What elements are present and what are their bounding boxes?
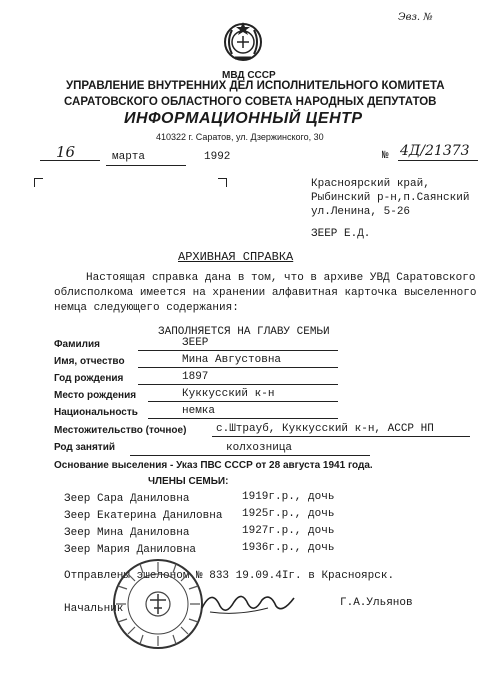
field-label-birthplace: Место рождения [54,390,137,401]
signatory-title: Начальник [64,603,124,615]
field-line [138,384,338,385]
recipient-line-2: Рыбинский р-н,п.Саянский [311,192,470,204]
field-value-surname: ЗЕЕР [182,337,209,349]
field-label-occupation: Род занятий [54,442,115,453]
reference-number: 4Д/21373 [400,143,470,159]
family-member-name: Зеер Сара Даниловна [64,493,190,505]
ussr-emblem-icon [220,18,266,64]
letterhead-line-2: САРАТОВСКОГО ОБЛАСТНОГО СОВЕТА НАРОДНЫХ ДЕПУТАТОВ [64,96,437,108]
field-line [138,350,338,351]
date-day-line [40,160,100,161]
reference-line [398,160,478,161]
family-member-year: 1927г.р., дочь [242,525,335,537]
family-member-name: Зеер Мария Даниловна [64,544,197,556]
date-month-line [106,165,186,166]
corner-mark-left [34,178,43,187]
date-day: 16 [56,143,76,161]
family-member-year: 1936г.р., дочь [242,542,335,554]
transport-note: Отправлены эшелоном № 833 19.09.4Iг. в Красноярск. [64,570,395,582]
corner-mark-right [218,178,227,187]
round-seal-icon [110,556,206,652]
field-value-residence: с.Штрауб, Куккусский к-н, АССР НП [216,423,434,435]
family-member-name: Зеер Екатерина Даниловна [64,510,223,522]
intro-line-3: немца следующего содержания: [54,302,239,314]
field-label-nationality: Национальность [54,407,138,418]
section-title: ЗАПОЛНЯЕТСЯ НА ГЛАВУ СЕМЬИ [158,326,330,338]
intro-line-1: Настоящая справка дана в том, что в архиве УВД Саратовского [86,272,476,284]
field-line [148,401,338,402]
info-center-title: ИНФОРМАЦИОННЫЙ ЦЕНТР [124,110,363,127]
letterhead-line-1: УПРАВЛЕНИЕ ВНУТРЕННИХ ДЕЛ ИСПОЛНИТЕЛЬНОГО КОМИТЕТА [66,80,445,92]
date-label-no: № [382,150,389,162]
field-line [138,367,338,368]
deportation-basis: Основание выселения - Указ ПВС СССР от 28 августа 1941 года. [54,460,373,471]
family-member-name: Зеер Мина Даниловна [64,527,190,539]
recipient-line-1: Красноярский край, [311,178,430,190]
archive-note: Эвз. № [398,12,433,23]
field-value-birthplace: Куккусский к-н [182,388,275,400]
document-title: АРХИВНАЯ СПРАВКА [178,250,294,264]
field-line [148,418,338,419]
intro-line-2: облисполкома имеется на хранении алфавитная карточка выселенного [54,287,477,299]
family-member-year: 1919г.р., дочь [242,491,335,503]
family-title: ЧЛЕНЫ СЕМЬИ: [148,476,229,487]
field-label-name: Имя, отчество [54,356,125,367]
field-label-surname: Фамилия [54,339,100,350]
letterhead-address: 410322 г. Саратов, ул. Дзержинского, 30 [156,132,324,142]
signatory-name: Г.А.Ульянов [340,597,413,609]
field-value-nationality: немка [182,405,216,417]
date-month: марта [112,151,146,163]
field-label-residence: Местожительство (точное) [54,425,187,436]
field-line [212,436,470,437]
handwritten-signature [198,586,298,620]
date-year: 1992 [204,151,231,163]
field-line [130,455,370,456]
ministry-name: МВД СССР [222,70,276,81]
field-value-occupation: колхозница [226,442,293,454]
field-value-birth-year: 1897 [182,371,209,383]
field-label-birth-year: Год рождения [54,373,124,384]
family-member-year: 1925г.р., дочь [242,508,335,520]
recipient-name: ЗЕЕР Е.Д. [311,228,371,240]
recipient-line-3: ул.Ленина, 5-26 [311,206,411,218]
field-value-name: Мина Августовна [182,354,282,366]
